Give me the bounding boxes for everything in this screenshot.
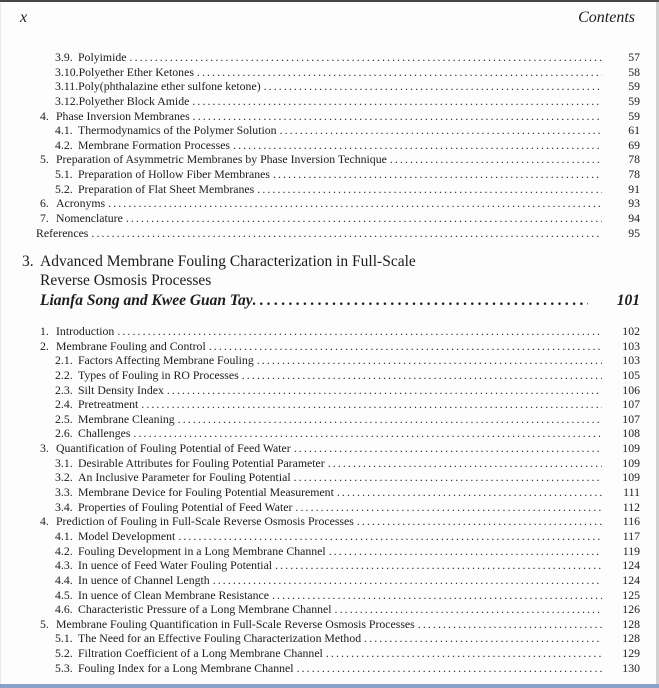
window-bottom-border bbox=[0, 684, 659, 688]
entry-title: Desirable Attributes for Fouling Potential Parameter bbox=[78, 455, 325, 470]
toc-entry bbox=[40, 109, 640, 124]
dot-leader bbox=[178, 412, 602, 427]
entry-title: Phase Inversion Membranes bbox=[56, 108, 190, 123]
entry-title: Preparation of Asymmetric Membranes by Phase Inversion Technique bbox=[56, 152, 387, 167]
toc-entry bbox=[40, 368, 640, 383]
dot-leader bbox=[280, 123, 602, 138]
window-top-border bbox=[0, 0, 659, 2]
toc-entry bbox=[40, 65, 640, 80]
entry-page-number: 59 bbox=[628, 79, 640, 94]
toc-entry bbox=[40, 544, 640, 559]
toc-entry bbox=[40, 441, 640, 456]
entry-title: Silt Density Index bbox=[78, 382, 164, 397]
entry-number: 5. bbox=[40, 152, 49, 167]
entry-number: 3.2. bbox=[55, 470, 73, 485]
toc-entry bbox=[40, 573, 640, 588]
toc-entry bbox=[40, 182, 640, 197]
toc-entry bbox=[36, 226, 640, 241]
entry-number: 2.5. bbox=[55, 411, 73, 426]
entry-page-number: 59 bbox=[628, 93, 640, 108]
toc-entry bbox=[40, 196, 640, 211]
entry-number: 4.3. bbox=[55, 558, 73, 573]
dot-leader bbox=[233, 138, 602, 153]
dot-leader bbox=[141, 397, 602, 412]
entry-title: Membrane Device for Fouling Potential Measurement bbox=[78, 485, 334, 500]
dot-leader bbox=[297, 661, 602, 676]
entry-number: 2.6. bbox=[55, 426, 73, 441]
entry-number: 5.2. bbox=[55, 646, 73, 661]
entry-page-number: 108 bbox=[622, 426, 640, 441]
entry-number: 5.3. bbox=[55, 660, 73, 675]
toc-entry bbox=[40, 397, 640, 412]
entry-title: Membrane Formation Processes bbox=[78, 137, 231, 152]
toc-entry bbox=[40, 383, 640, 398]
dot-leader bbox=[364, 631, 602, 646]
entry-title: In uence of Clean Membrane Resistance bbox=[78, 587, 269, 602]
toc-entry bbox=[40, 94, 640, 109]
toc-entry bbox=[40, 167, 640, 182]
entry-title: Fouling Development in a Long Membrane Channel bbox=[78, 543, 326, 558]
dot-leader bbox=[193, 109, 602, 124]
dot-leader bbox=[337, 485, 602, 500]
toc-entry bbox=[40, 602, 640, 617]
entry-title: In uence of Feed Water Fouling Potential bbox=[78, 558, 273, 573]
entry-title: Introduction bbox=[56, 324, 115, 338]
chapter-title-line1: Advanced Membrane Fouling Characterization in Full-Scale bbox=[40, 253, 416, 270]
entry-title: In uence of Channel Length bbox=[78, 572, 210, 587]
toc-entry bbox=[40, 661, 640, 676]
entry-number: 3.10. bbox=[55, 64, 79, 79]
chapter-title-row-1 bbox=[22, 252, 640, 271]
entry-title: Properties of Fouling Potential of Feed Water bbox=[78, 499, 293, 514]
entry-number: 4.4. bbox=[55, 572, 73, 587]
entry-number: 2.1. bbox=[55, 353, 73, 368]
dot-leader bbox=[242, 368, 602, 383]
entry-title: Membrane Fouling Quantification in Full-Scale Reverse Osmosis Processes bbox=[56, 616, 415, 631]
toc-entry bbox=[40, 456, 640, 471]
entry-page-number: 91 bbox=[628, 181, 640, 196]
entry-page-number: 93 bbox=[628, 196, 640, 211]
entry-page-number: 124 bbox=[622, 558, 640, 573]
chapter-authors-row bbox=[22, 291, 640, 310]
entry-number: 2.2. bbox=[55, 367, 73, 382]
dot-leader bbox=[257, 353, 602, 368]
toc-entry bbox=[40, 485, 640, 500]
entry-number: 5.2. bbox=[55, 181, 73, 196]
entry-title: Preparation of Hollow Fiber Membranes bbox=[78, 167, 270, 182]
entry-number: 1. bbox=[40, 324, 49, 338]
entry-number: 2.3. bbox=[55, 382, 73, 397]
entry-page-number: 95 bbox=[628, 225, 640, 240]
toc-entry bbox=[40, 211, 640, 226]
entry-page-number: 102 bbox=[622, 324, 640, 338]
entry-page-number: 126 bbox=[622, 602, 640, 617]
entry-page-number: 105 bbox=[622, 367, 640, 382]
toc-entry bbox=[40, 123, 640, 138]
dot-leader bbox=[294, 441, 602, 456]
entry-title: Polyether Ether Ketones bbox=[78, 64, 194, 79]
dot-leader bbox=[117, 324, 602, 339]
entry-title: Preparation of Flat Sheet Membranes bbox=[78, 181, 255, 196]
toc-entry bbox=[40, 470, 640, 485]
chapter-heading bbox=[22, 252, 640, 310]
toc-block-previous-chapter bbox=[36, 50, 640, 240]
toc-entry bbox=[40, 138, 640, 153]
toc-entry bbox=[40, 500, 640, 515]
entry-page-number: 59 bbox=[628, 108, 640, 123]
dot-leader bbox=[167, 383, 602, 398]
dot-leader bbox=[294, 470, 602, 485]
dot-leader bbox=[328, 456, 602, 471]
entry-title: Fouling Index for a Long Membrane Channel bbox=[78, 660, 294, 675]
entry-title: Factors Affecting Membrane Fouling bbox=[78, 353, 254, 368]
entry-number: 4. bbox=[40, 514, 49, 529]
entry-page-number: 103 bbox=[622, 338, 640, 353]
entry-title: Poly(phthalazine ether sulfone ketone) bbox=[78, 79, 261, 94]
chapter-title-row-2 bbox=[22, 271, 640, 290]
entry-page-number: 106 bbox=[622, 382, 640, 397]
running-head-title: Contents bbox=[578, 9, 635, 26]
dot-leader bbox=[273, 167, 602, 182]
toc-entry bbox=[40, 426, 640, 441]
entry-number: 6. bbox=[40, 196, 49, 211]
entry-title: Filtration Coefficient of a Long Membrane Channel bbox=[78, 646, 323, 661]
entry-page-number: 69 bbox=[628, 137, 640, 152]
chapter-page-number: 101 bbox=[616, 291, 640, 309]
entry-page-number: 57 bbox=[628, 50, 640, 64]
dot-leader bbox=[213, 573, 602, 588]
entry-page-number: 58 bbox=[628, 64, 640, 79]
entry-title: The Need for an Effective Fouling Characterization Method bbox=[78, 631, 362, 646]
entry-page-number: 130 bbox=[622, 660, 640, 675]
dot-leader bbox=[209, 339, 602, 354]
entry-title: Prediction of Fouling in Full-Scale Reverse Osmosis Processes bbox=[56, 514, 354, 529]
entry-page-number: 125 bbox=[622, 587, 640, 602]
entry-page-number: 128 bbox=[622, 631, 640, 646]
entry-number: 5.1. bbox=[55, 167, 73, 182]
entry-number: 4.6. bbox=[55, 602, 73, 617]
entry-number: 3.1. bbox=[55, 455, 73, 470]
entry-page-number: 107 bbox=[622, 411, 640, 426]
entry-page-number: 112 bbox=[622, 499, 640, 514]
dot-leader bbox=[275, 558, 602, 573]
entry-title: Pretreatment bbox=[78, 397, 139, 412]
dot-leader bbox=[197, 65, 602, 80]
dot-leader bbox=[264, 79, 602, 94]
entry-number: 3. bbox=[40, 441, 49, 456]
entry-page-number: 109 bbox=[622, 470, 640, 485]
entry-page-number: 107 bbox=[622, 397, 640, 412]
chapter-number: 3. bbox=[22, 253, 34, 270]
dot-leader bbox=[295, 500, 602, 515]
entry-title: Quantification of Fouling Potential of Feed Water bbox=[56, 441, 291, 456]
dot-leader bbox=[133, 426, 602, 441]
toc-entry bbox=[40, 514, 640, 529]
entry-title: Membrane Fouling and Control bbox=[56, 338, 206, 353]
entry-title: Characteristic Pressure of a Long Membrane Channel bbox=[78, 602, 332, 617]
chapter-authors: Lianfa Song and Kwee Guan Tay bbox=[40, 291, 253, 309]
toc-entry bbox=[40, 50, 640, 65]
dot-leader bbox=[390, 152, 602, 167]
window-left-border bbox=[0, 0, 1, 688]
entry-number: 5.1. bbox=[55, 631, 73, 646]
entry-page-number: 117 bbox=[622, 528, 640, 543]
toc-entry bbox=[40, 412, 640, 427]
toc-entry bbox=[40, 646, 640, 661]
entry-page-number: 124 bbox=[622, 572, 640, 587]
toc-entry bbox=[40, 617, 640, 632]
dot-leader bbox=[326, 646, 602, 661]
dot-leader bbox=[91, 226, 602, 241]
entry-page-number: 109 bbox=[622, 455, 640, 470]
toc-entry bbox=[40, 588, 640, 603]
entry-page-number: 109 bbox=[622, 441, 640, 456]
entry-number: 2. bbox=[40, 338, 49, 353]
entry-number: 4.5. bbox=[55, 587, 73, 602]
dot-leader bbox=[418, 617, 602, 632]
toc-entry bbox=[40, 152, 640, 167]
toc-entry bbox=[40, 339, 640, 354]
toc-entry bbox=[40, 529, 640, 544]
entry-number: 3.12. bbox=[55, 93, 79, 108]
entry-title: Membrane Cleaning bbox=[78, 411, 175, 426]
dot-leader bbox=[272, 588, 602, 603]
entry-number: 4.2. bbox=[55, 137, 73, 152]
entry-page-number: 111 bbox=[623, 485, 640, 500]
dot-leader bbox=[357, 514, 602, 529]
entry-number: 3.11. bbox=[55, 79, 79, 94]
dot-leader bbox=[126, 211, 602, 226]
entry-title: Types of Fouling in RO Processes bbox=[78, 367, 239, 382]
entry-title: Polyether Block Amide bbox=[78, 93, 190, 108]
entry-title: Acronyms bbox=[56, 196, 106, 211]
entry-title: Nomenclature bbox=[56, 211, 123, 226]
entry-number: 4. bbox=[40, 108, 49, 123]
entry-page-number: 129 bbox=[622, 646, 640, 661]
running-head bbox=[20, 9, 635, 27]
dot-leader bbox=[335, 602, 602, 617]
dot-leader bbox=[329, 544, 602, 559]
toc-entry bbox=[40, 324, 640, 339]
entry-title: Challenges bbox=[78, 426, 131, 441]
entry-title: Thermodynamics of the Polymer Solution bbox=[78, 123, 277, 138]
entry-page-number: 119 bbox=[622, 543, 640, 558]
folio-page-number: x bbox=[20, 9, 28, 26]
entry-number: 7. bbox=[40, 211, 49, 226]
entry-number: 3.9. bbox=[55, 50, 73, 64]
entry-title: An Inclusive Parameter for Fouling Potential bbox=[78, 470, 291, 485]
entry-page-number: 78 bbox=[628, 152, 640, 167]
dot-leader bbox=[130, 50, 602, 65]
entry-page-number: 94 bbox=[628, 211, 640, 226]
entry-page-number: 78 bbox=[628, 167, 640, 182]
entry-page-number: 103 bbox=[622, 353, 640, 368]
entry-number: 3.4. bbox=[55, 499, 73, 514]
entry-title: References bbox=[36, 225, 89, 240]
entry-number: 2.4. bbox=[55, 397, 73, 412]
toc-block-chapter-3 bbox=[40, 324, 640, 675]
entry-number: 4.1. bbox=[55, 123, 73, 138]
toc-entry bbox=[40, 353, 640, 368]
entry-page-number: 116 bbox=[622, 514, 640, 529]
dot-leader bbox=[257, 182, 602, 197]
toc-entry bbox=[40, 631, 640, 646]
entry-title: Model Development bbox=[78, 528, 176, 543]
entry-number: 4.2. bbox=[55, 543, 73, 558]
chapter-title-line2: Reverse Osmosis Processes bbox=[40, 272, 212, 290]
dot-leader bbox=[192, 94, 602, 109]
dot-leader bbox=[253, 291, 588, 310]
entry-page-number: 128 bbox=[622, 616, 640, 631]
dot-leader bbox=[108, 196, 602, 211]
dot-leader bbox=[178, 529, 602, 544]
entry-number: 5. bbox=[40, 616, 49, 631]
entry-title: Polyimide bbox=[78, 50, 127, 64]
toc-entry bbox=[40, 558, 640, 573]
toc-entry bbox=[40, 79, 640, 94]
entry-number: 4.1. bbox=[55, 528, 73, 543]
entry-page-number: 61 bbox=[628, 123, 640, 138]
entry-number: 3.3. bbox=[55, 485, 73, 500]
